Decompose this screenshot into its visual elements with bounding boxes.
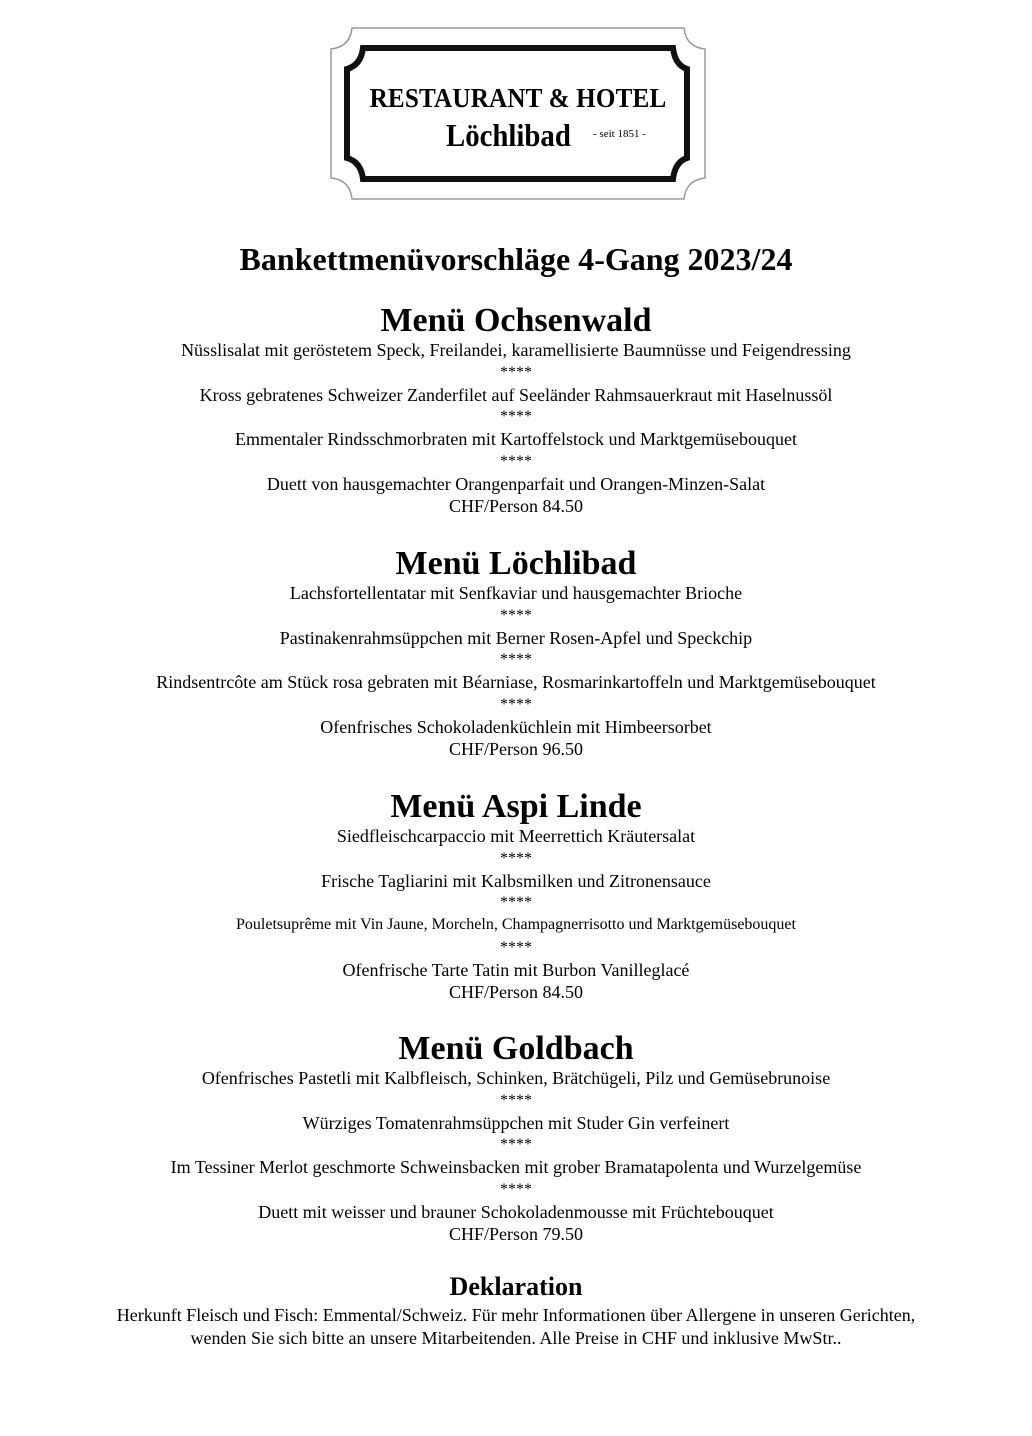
declaration-section xyxy=(0,1270,1032,1349)
declaration-title: Deklaration xyxy=(449,1272,583,1301)
logo-since: - seit 1851 - xyxy=(593,128,646,140)
course-3: Emmentaler Rindsschmorbraten mit Kartoffelstock und Marktgemüsebouquet xyxy=(234,429,798,449)
course-3: Rindsentrcôte am Stück rosa gebraten mit Béarniase, Rosmarinkartoffeln und Marktgemüsebouquet xyxy=(156,672,876,692)
menu-price: CHF/Person 96.50 xyxy=(448,739,583,759)
course-4: Duett von hausgemachter Orangenparfait und Orangen-Minzen-Salat xyxy=(266,473,766,494)
course-separator: **** xyxy=(500,408,532,425)
page-title: Bankettmenüvorschläge 4-Gang 2023/24 xyxy=(239,241,793,277)
course-separator: **** xyxy=(500,1091,532,1109)
declaration-text: Herkunft Fleisch und Fisch: Emmental/Schweiz. Für mehr Informationen über Allergene in unseren Gerichten, wenden Sie sich bitte an unsere Mitarbeitenden. Alle Preise in CHF und inklusive MwStr.. xyxy=(116,1305,916,1348)
course-separator: **** xyxy=(500,695,532,713)
course-separator: **** xyxy=(500,651,532,668)
course-separator: **** xyxy=(500,1136,532,1153)
menu-title: Menü Löchlibad xyxy=(395,545,637,582)
course-separator: **** xyxy=(500,938,532,956)
course-separator: **** xyxy=(500,1180,532,1198)
menu-goldbach xyxy=(0,1031,1032,1246)
course-1: Nüsslisalat mit geröstetem Speck, Freilandei, karamellisierte Baumnüsse und Feigendressing xyxy=(181,340,851,360)
logo-restaurant-hotel: RESTAURANT & HOTEL xyxy=(369,83,667,113)
course-2: Frische Tagliarini mit Kalbsmilken und Zitronensauce xyxy=(321,870,711,891)
course-separator: **** xyxy=(500,606,532,624)
course-separator: **** xyxy=(500,452,532,470)
menu-price: CHF/Person 84.50 xyxy=(448,496,583,516)
restaurant-logo xyxy=(330,27,706,200)
course-1: Ofenfrisches Pastetli mit Kalbfleisch, Schinken, Brätchügeli, Pilz und Gemüsebrunoise xyxy=(201,1068,831,1088)
menu-title: Menü Goldbach xyxy=(398,1030,634,1067)
menu-ochsenwald xyxy=(0,303,1032,518)
course-2: Kross gebratenes Schweizer Zanderfilet auf Seeländer Rahmsauerkraut mit Haselnussöl xyxy=(199,384,833,405)
menu-loechlibad xyxy=(0,546,1032,761)
course-1: Lachsfortellentatar mit Senfkaviar und hausgemachter Brioche xyxy=(289,583,743,603)
menu-price: CHF/Person 84.50 xyxy=(448,982,583,1002)
course-1: Siedfleischcarpaccio mit Meerrettich Kräutersalat xyxy=(336,826,696,846)
menu-title: Menü Aspi Linde xyxy=(390,788,642,825)
course-4: Duett mit weisser und brauner Schokoladenmousse mit Früchtebouquet xyxy=(258,1201,774,1222)
course-2: Pastinakenrahmsüppchen mit Berner Rosen-Apfel und Speckchip xyxy=(279,627,753,648)
course-4: Ofenfrisches Schokoladenküchlein mit Himbeersorbet xyxy=(320,716,712,737)
course-separator: **** xyxy=(500,894,532,911)
course-separator: **** xyxy=(500,363,532,381)
menu-title: Menü Ochsenwald xyxy=(380,302,652,339)
course-4: Ofenfrische Tarte Tatin mit Burbon Vanilleglacé xyxy=(342,959,690,980)
logo-name: Löchlibad xyxy=(446,117,571,153)
course-3: Pouletsuprême mit Vin Jaune, Morcheln, Champagnerrisotto und Marktgemüsebouquet xyxy=(236,916,796,933)
menu-price: CHF/Person 79.50 xyxy=(448,1224,583,1244)
course-2: Würziges Tomatenrahmsüppchen mit Studer Gin verfeinert xyxy=(302,1112,730,1133)
menu-aspi-linde xyxy=(0,789,1032,1004)
course-separator: **** xyxy=(500,849,532,867)
course-3: Im Tessiner Merlot geschmorte Schweinsbacken mit grober Bramatapolenta und Wurzelgemüse xyxy=(170,1157,862,1177)
